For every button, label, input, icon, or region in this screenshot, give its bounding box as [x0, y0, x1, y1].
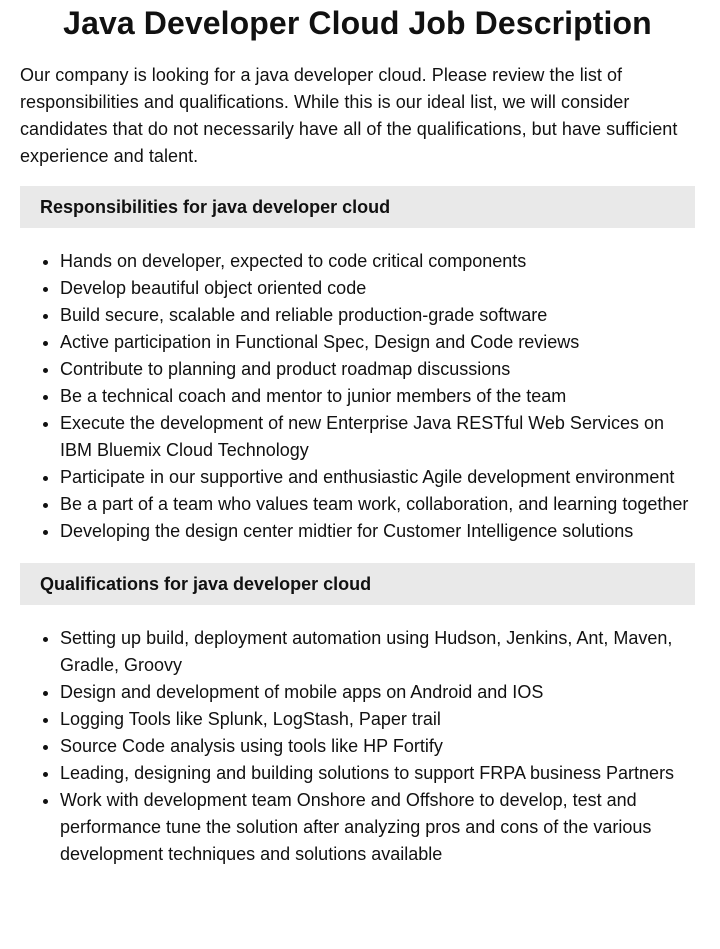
list-item: • Be a technical coach and mentor to junior members of the team: [60, 383, 695, 410]
list-item: • Leading, designing and building solutions to support FRPA business Partners: [60, 760, 695, 787]
list-item: • Develop beautiful object oriented code: [60, 275, 695, 302]
list-item: • Hands on developer, expected to code critical components: [60, 248, 695, 275]
page-title: Java Developer Cloud Job Description: [63, 5, 652, 41]
responsibilities-list: [20, 248, 695, 545]
list-item: • Be a part of a team who values team work, collaboration, and learning together: [60, 491, 695, 518]
list-item: • Contribute to planning and product roadmap discussions: [60, 356, 695, 383]
list-item: • Source Code analysis using tools like HP Fortify: [60, 733, 695, 760]
list-item: • Developing the design center midtier for Customer Intelligence solutions: [60, 518, 695, 545]
list-item: • Build secure, scalable and reliable production-grade software: [60, 302, 695, 329]
qualifications-heading: Qualifications for java developer cloud: [20, 563, 695, 605]
list-item: • Logging Tools like Splunk, LogStash, Paper trail: [60, 706, 695, 733]
list-item: • Participate in our supportive and enthusiastic Agile development environment: [60, 464, 695, 491]
list-item: • Work with development team Onshore and Offshore to develop, test and performance tune the solution after analyzing pros and cons of the various development techniques and solutions available: [60, 787, 695, 868]
intro-paragraph: Our company is looking for a java developer cloud. Please review the list of responsibilities and qualifications. While this is our ideal list, we will consider candidates that do not necessarily have all of the qualifications, but have sufficient experience and talent.: [20, 65, 678, 166]
list-item: • Active participation in Functional Spec, Design and Code reviews: [60, 329, 695, 356]
list-item: • Design and development of mobile apps on Android and IOS: [60, 679, 695, 706]
responsibilities-heading: Responsibilities for java developer cloud: [20, 186, 695, 228]
qualifications-list: [20, 625, 695, 868]
list-item: • Setting up build, deployment automation using Hudson, Jenkins, Ant, Maven, Gradle, Groovy: [60, 625, 695, 679]
list-item: • Execute the development of new Enterprise Java RESTful Web Services on IBM Bluemix Cloud Technology: [60, 410, 695, 464]
